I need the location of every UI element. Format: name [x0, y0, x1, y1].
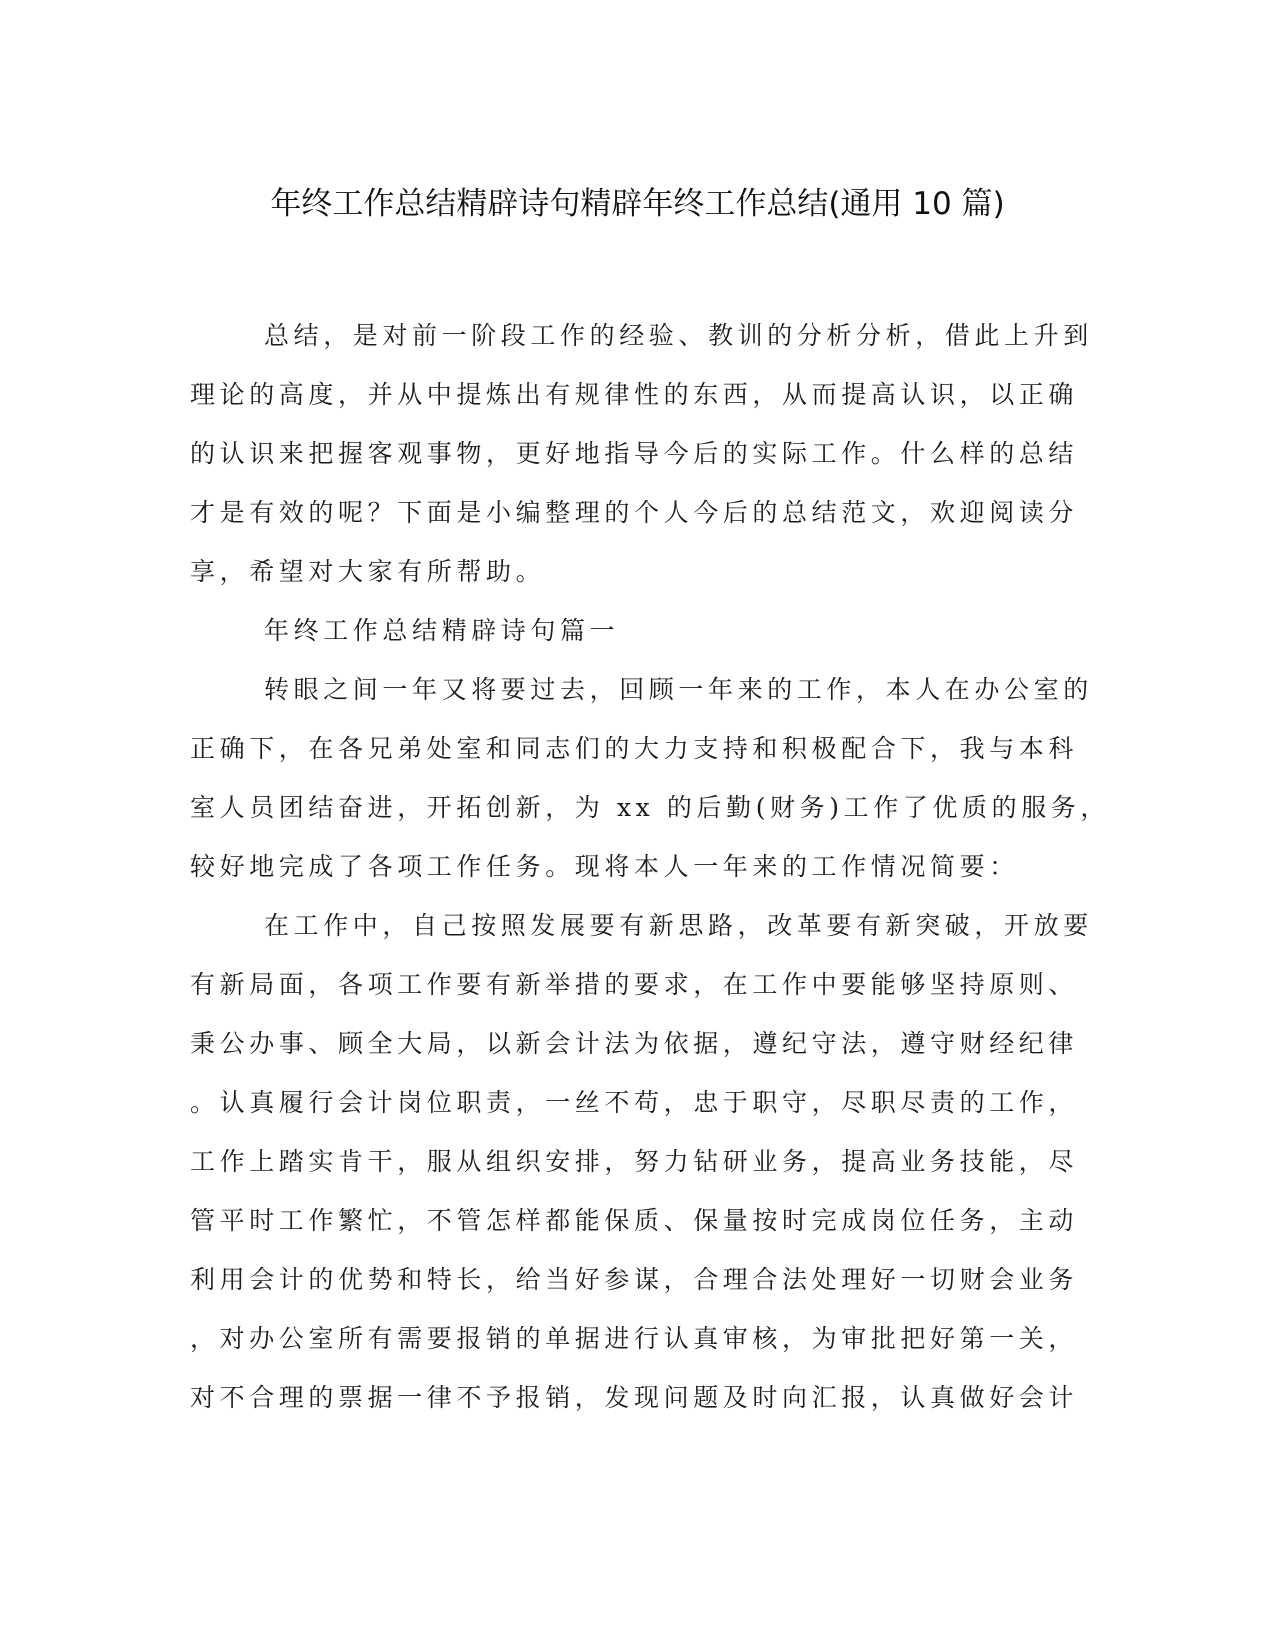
paragraph-line: 管平时工作繁忙，不管怎样都能保质、保量按时完成岗位任务，主动	[190, 1206, 1079, 1235]
paragraph-line: 对不合理的票据一律不予报销，发现问题及时向汇报，认真做好会计	[190, 1383, 1079, 1412]
paragraph-line: 室人员团结奋进，开拓创新，为 xx 的后勤(财务)工作了优质的服务，	[190, 793, 1111, 822]
paragraph-line: 正确下，在各兄弟处室和同志们的大力支持和积极配合下，我与本科	[190, 734, 1079, 763]
paragraph-line: 才是有效的呢？下面是小编整理的个人今后的总结范文，欢迎阅读分	[190, 498, 1079, 527]
paragraph-line: 秉公办事、顾全大局，以新会计法为依据，遵纪守法，遵守财经纪律	[190, 1029, 1079, 1058]
paragraph-line: 理论的高度，并从中提炼出有规律性的东西，从而提高认识，以正确	[190, 380, 1079, 409]
paragraph-line: 工作上踏实肯干，服从组织安排，努力钻研业务，提高业务技能，尽	[190, 1147, 1079, 1176]
paragraph-line: 较好地完成了各项工作任务。现将本人一年来的工作情况简要：	[190, 852, 1019, 881]
paragraph-line: 总结，是对前一阶段工作的经验、教训的分析分析，借此上升到	[264, 321, 1093, 350]
paragraph-line: 。认真履行会计岗位职责，一丝不苟，忠于职守，尽职尽责的工作，	[190, 1088, 1079, 1117]
paragraph-line: 利用会计的优势和特长，给当好参谋，合理合法处理好一切财会业务	[190, 1265, 1079, 1294]
paragraph-line: ，对办公室所有需要报销的单据进行认真审核，为审批把好第一关，	[190, 1324, 1079, 1353]
paragraph-line: 的认识来把握客观事物，更好地指导今后的实际工作。什么样的总结	[190, 439, 1079, 468]
paragraph-line: 在工作中，自己按照发展要有新思路，改革要有新突破，开放要	[264, 911, 1093, 940]
section-heading: 年终工作总结精辟诗句篇一	[264, 616, 620, 645]
paragraph-line: 转眼之间一年又将要过去，回顾一年来的工作，本人在办公室的	[264, 675, 1093, 704]
paragraph-line: 有新局面，各项工作要有新举措的要求，在工作中要能够坚持原则、	[190, 970, 1079, 999]
paragraph-line: 享，希望对大家有所帮助。	[190, 557, 546, 586]
document-title: 年终工作总结精辟诗句精辟年终工作总结(通用 10 篇)	[270, 186, 1005, 222]
